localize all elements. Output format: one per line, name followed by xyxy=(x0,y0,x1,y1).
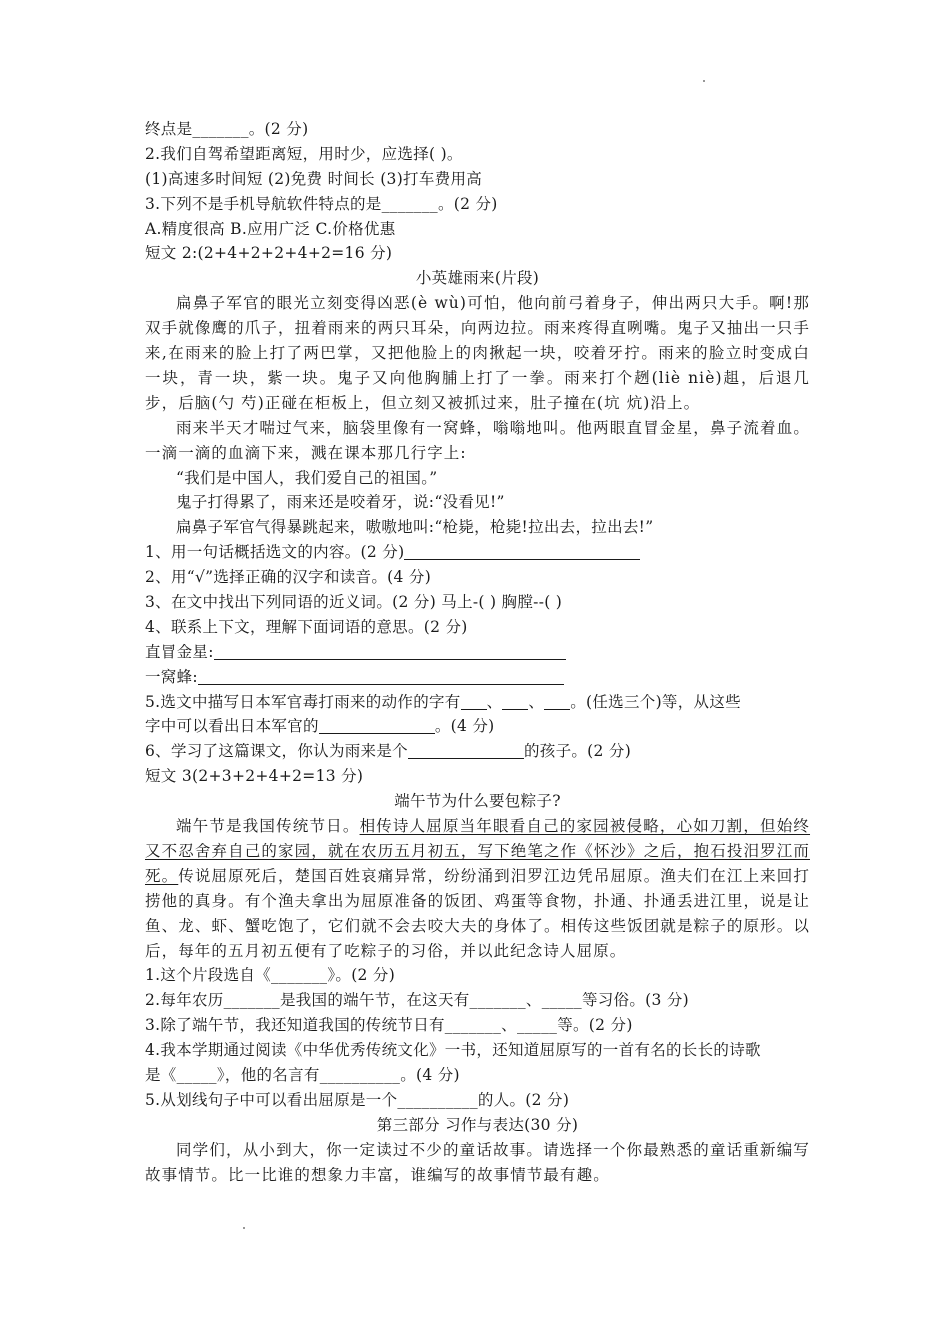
p2-q4a-text: 直冒金星: xyxy=(145,642,214,661)
passage2-para3: 鬼子打得累了，雨来还是咬着牙，说:“没看见!” xyxy=(176,493,505,512)
p2-q6 xyxy=(145,739,810,764)
p2-q6-text-b: 的孩子。(2 分) xyxy=(523,742,632,761)
p2-q6-text-a: 6、学习了这篇课文，你认为雨来是个 xyxy=(145,742,408,761)
p2-q4b-text: 一窝蜂: xyxy=(145,667,198,686)
p2-q5-sep-2: 、 xyxy=(528,692,545,711)
p2-q5-sep-1: 、 xyxy=(486,692,503,711)
passage3-para xyxy=(145,814,810,963)
p2-q2: 2、用“√”选择正确的汉字和读音。(4 分) xyxy=(145,568,432,587)
p2-q5-text-b: 。(任选三个)等，从这些 xyxy=(570,692,741,711)
p3-q1: 1.这个片段选自《_______》。(2 分) xyxy=(145,966,396,985)
exam-page xyxy=(145,117,810,1188)
p3-q4b: 是《_____》，他的名言有__________。(4 分) xyxy=(145,1066,460,1085)
part3-prompt: 同学们，从小到大，你一定读过不少的童话故事。请选择一个你最熟悉的童话重新编写故事情节。比一比谁的想象力丰富，谁编写的故事情节最有趣。 xyxy=(145,1140,810,1184)
s1-line2: 2.我们自驾希望距离短，用时少，应选择( )。 xyxy=(145,144,463,163)
p3-q5: 5.从划线句子中可以看出屈原是一个__________的人。(2 分) xyxy=(145,1090,570,1109)
s1-line5: A.精度很高 B.应用广泛 C.价格优惠 xyxy=(145,219,396,238)
p2-q5-text-d: 。(4 分) xyxy=(434,717,495,736)
passage3-underlined-sentence: 相传诗人屈原当年眼看自己的家园被侵略，心如刀割，但始终又不忍舍弃自己的家园，就在农历五月初五，写下绝笔之作《怀沙》之后，抱石投汨罗江而死。 xyxy=(145,817,811,885)
passage2-quote: “我们是中国人，我们爱自己的祖国。” xyxy=(176,468,438,487)
p2-q4b xyxy=(145,665,810,690)
scan-dot-top xyxy=(703,80,705,82)
passage3-header: 短文 3(2+3+2+4+2=13 分) xyxy=(145,767,364,786)
p2-q5-text-a: 5.选文中描写日本军官毒打雨来的动作的字有 xyxy=(145,692,461,711)
p2-q5-text-c: 字中可以看出日本军官的 xyxy=(145,717,319,736)
p2-q5-blank-4[interactable] xyxy=(319,717,435,734)
p2-q3: 3、在文中找出下列同语的近义词。(2 分) 马上-( ) 胸膛--( ) xyxy=(145,593,563,612)
p2-q5-line2 xyxy=(145,714,810,739)
passage3-title: 端午节为什么要包粽子? xyxy=(394,792,561,811)
p2-q4: 4、联系上下文，理解下面词语的意思。(2 分) xyxy=(145,617,468,636)
p2-q5-blank-1[interactable] xyxy=(461,693,487,710)
p2-q6-blank[interactable] xyxy=(408,742,524,759)
passage2-para2: 雨来半天才喘过气来，脑袋里像有一窝蜂，嗡嗡地叫。他两眼直冒金星，鼻子流着血。一滴一滴的血滴下来，溅在课本那几行字上: xyxy=(145,418,810,462)
passage2-para1: 扁鼻子军官的眼光立刻变得凶恶(è wù)可怕，他向前弓着身子，伸出两只大手。啊!那双手就像鹰的爪子，扭着雨来的两只耳朵，向两边拉。雨来疼得直咧嘴。鬼子又抽出一只手来,在雨来的脸上打了两巴掌，又把他脸上的肉揪起一块，咬着牙拧。雨来的脸立时变成白一块，青一块，紫一块。鬼子又向他胸脯上打了一拳。雨来打个趔(liè niè)趄，后退几步，后脑(勺 芍)正碰在柜板上，但立刻又被抓过来，肚子撞在(坑 炕)沿上。 xyxy=(145,294,810,412)
p2-q5-line1 xyxy=(145,690,810,715)
passage3-para-start: 端午节是我国传统节日。 xyxy=(176,817,360,836)
p2-q4a-blank[interactable] xyxy=(214,643,566,660)
p3-q2: 2.每年农历_______是我国的端午节，在这天有_______、_____等习俗。(3 分) xyxy=(145,991,690,1010)
part3-title: 第三部分 习作与表达(30 分) xyxy=(376,1115,579,1134)
p2-q1-text: 1、用一句话概括选文的内容。(2 分) xyxy=(145,543,405,562)
p2-q4a xyxy=(145,640,810,665)
p3-q4a: 4.我本学期通过阅读《中华优秀传统文化》一书，还知道屈原写的一首有名的长长的诗歌 xyxy=(145,1041,761,1060)
passage3-para-rest: 传说屈原死后，楚国百姓哀痛异常，纷纷涌到汨罗江边凭吊屈原。渔夫们在江上来回打捞他的真身。有个渔夫拿出为屈原准备的饭团、鸡蛋等食物，扑通、扑通丢进江里，说是让鱼、龙、虾、蟹吃饱了，它们就不会去咬大夫的身体了。相传这些饭团就是粽子的原形。以后，每年的五月初五便有了吃粽子的习俗，并以此纪念诗人屈原。 xyxy=(145,866,811,960)
scan-dot-bottom xyxy=(243,1227,245,1229)
p3-q3: 3.除了端午节，我还知道我国的传统节日有_______、_____等。(2 分) xyxy=(145,1016,633,1035)
p2-q1 xyxy=(145,540,810,565)
s1-line3: (1)高速多时间短 (2)免费 时间长 (3)打车费用高 xyxy=(145,169,483,188)
p2-q4b-blank[interactable] xyxy=(198,668,564,685)
passage2-para4: 扁鼻子军官气得暴跳起来，嗷嗷地叫:“枪毙，枪毙!拉出去，拉出去!” xyxy=(176,518,654,537)
s1-line4: 3.下列不是手机导航软件特点的是_______。(2 分) xyxy=(145,194,498,213)
passage2-title: 小英雄雨来(片段) xyxy=(415,269,540,288)
p2-q1-blank[interactable] xyxy=(404,543,640,560)
p2-q5-blank-3[interactable] xyxy=(544,693,570,710)
p2-q5-blank-2[interactable] xyxy=(502,693,528,710)
passage2-header: 短文 2:(2+4+2+2+4+2=16 分) xyxy=(145,244,393,263)
s1-line1: 终点是_______。(2 分) xyxy=(145,120,309,138)
